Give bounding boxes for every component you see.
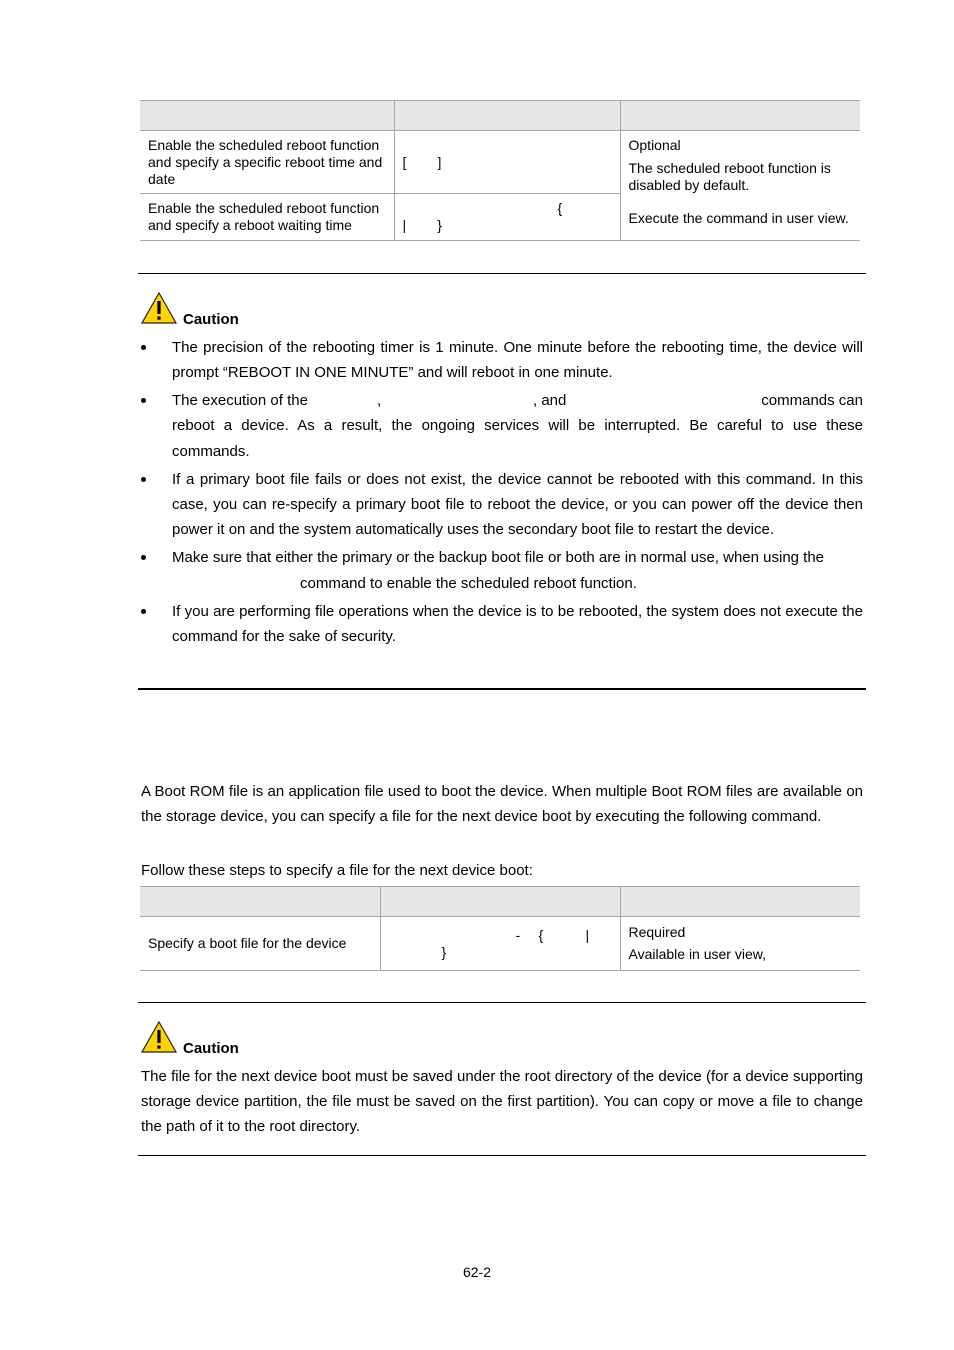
section-paragraph: A Boot ROM file is an application file used to boot the device. When multiple Boot ROM files are available on the storage device, you can specify a file for the next device boot by executing the following command.: [141, 783, 863, 826]
header-cell-operation: [140, 101, 394, 131]
caution-bullet-list: [141, 335, 863, 652]
command-cell: { | }: [394, 194, 620, 241]
divider: [138, 273, 866, 274]
steps-intro: Follow these steps to specify a file for the next device boot:: [141, 862, 533, 879]
caution-heading: [141, 1021, 239, 1058]
caution-heading: [141, 292, 239, 329]
command-cell: - { | }: [380, 917, 620, 971]
operation-cell: Specify a boot file for the device: [140, 917, 380, 971]
divider: [138, 1002, 866, 1003]
table-row: [140, 131, 860, 194]
table-header-row: [140, 101, 860, 131]
divider: [138, 688, 866, 690]
remark-required: Required: [628, 924, 686, 940]
caution-text: The file for the next device boot must be saved under the root directory of the device (for a device supporting storage device partition, the file must be saved on the first partition). You can copy or move a file to change the path of it to the root directory.: [141, 1068, 863, 1136]
table-row: [140, 917, 860, 971]
operation-cell: Enable the scheduled reboot function and specify a reboot waiting time: [140, 194, 394, 241]
caution-label: Caution: [183, 1040, 239, 1057]
list-item: Make sure that either the primary or the backup boot file or both are in normal use, when using the command to enable the scheduled reboot function.: [141, 545, 863, 595]
header-cell-command: [394, 101, 620, 131]
table-header-row: [140, 887, 860, 917]
command-cell: [ ]: [394, 131, 620, 194]
list-item: The precision of the rebooting timer is 1 minute. One minute before the rebooting time, the device will prompt “REBOOT IN ONE MINUTE” and will reboot in one minute.: [141, 335, 863, 385]
remark-default: The scheduled reboot function is disabled by default.: [628, 160, 831, 193]
reboot-commands-table: [140, 100, 860, 241]
list-item: If you are performing file operations when the device is to be rebooted, the system does not execute the command for the sake of security.: [141, 599, 863, 649]
header-cell-operation: [140, 887, 380, 917]
warning-icon: [141, 1021, 177, 1058]
header-cell-remarks: [620, 887, 860, 917]
remark-user-view: Execute the command in user view.: [628, 210, 849, 226]
page-number: 62-2: [462, 1264, 492, 1280]
caution-label: Caution: [183, 311, 239, 328]
list-item: If a primary boot file fails or does not exist, the device cannot be rebooted with this command. In this case, you can re-specify a primary boot file to reboot the device, or you can power off the device then power it on and the system automatically uses the secondary boot file to restart the device.: [141, 467, 863, 543]
header-cell-remarks: [620, 101, 860, 131]
operation-cell: Enable the scheduled reboot function and specify a specific reboot time and date: [140, 131, 394, 194]
remarks-cell: [620, 917, 860, 971]
remarks-cell: [620, 131, 860, 241]
header-cell-command: [380, 887, 620, 917]
remark-user-view: Available in user view,: [628, 946, 766, 962]
boot-file-table: [140, 886, 860, 971]
list-item: The execution of the , , and commands can reboot a device. As a result, the ongoing services will be interrupted. Be careful to use these commands.: [141, 388, 863, 463]
remark-optional: Optional: [628, 137, 681, 153]
warning-icon: [141, 292, 177, 329]
divider: [138, 1155, 866, 1156]
